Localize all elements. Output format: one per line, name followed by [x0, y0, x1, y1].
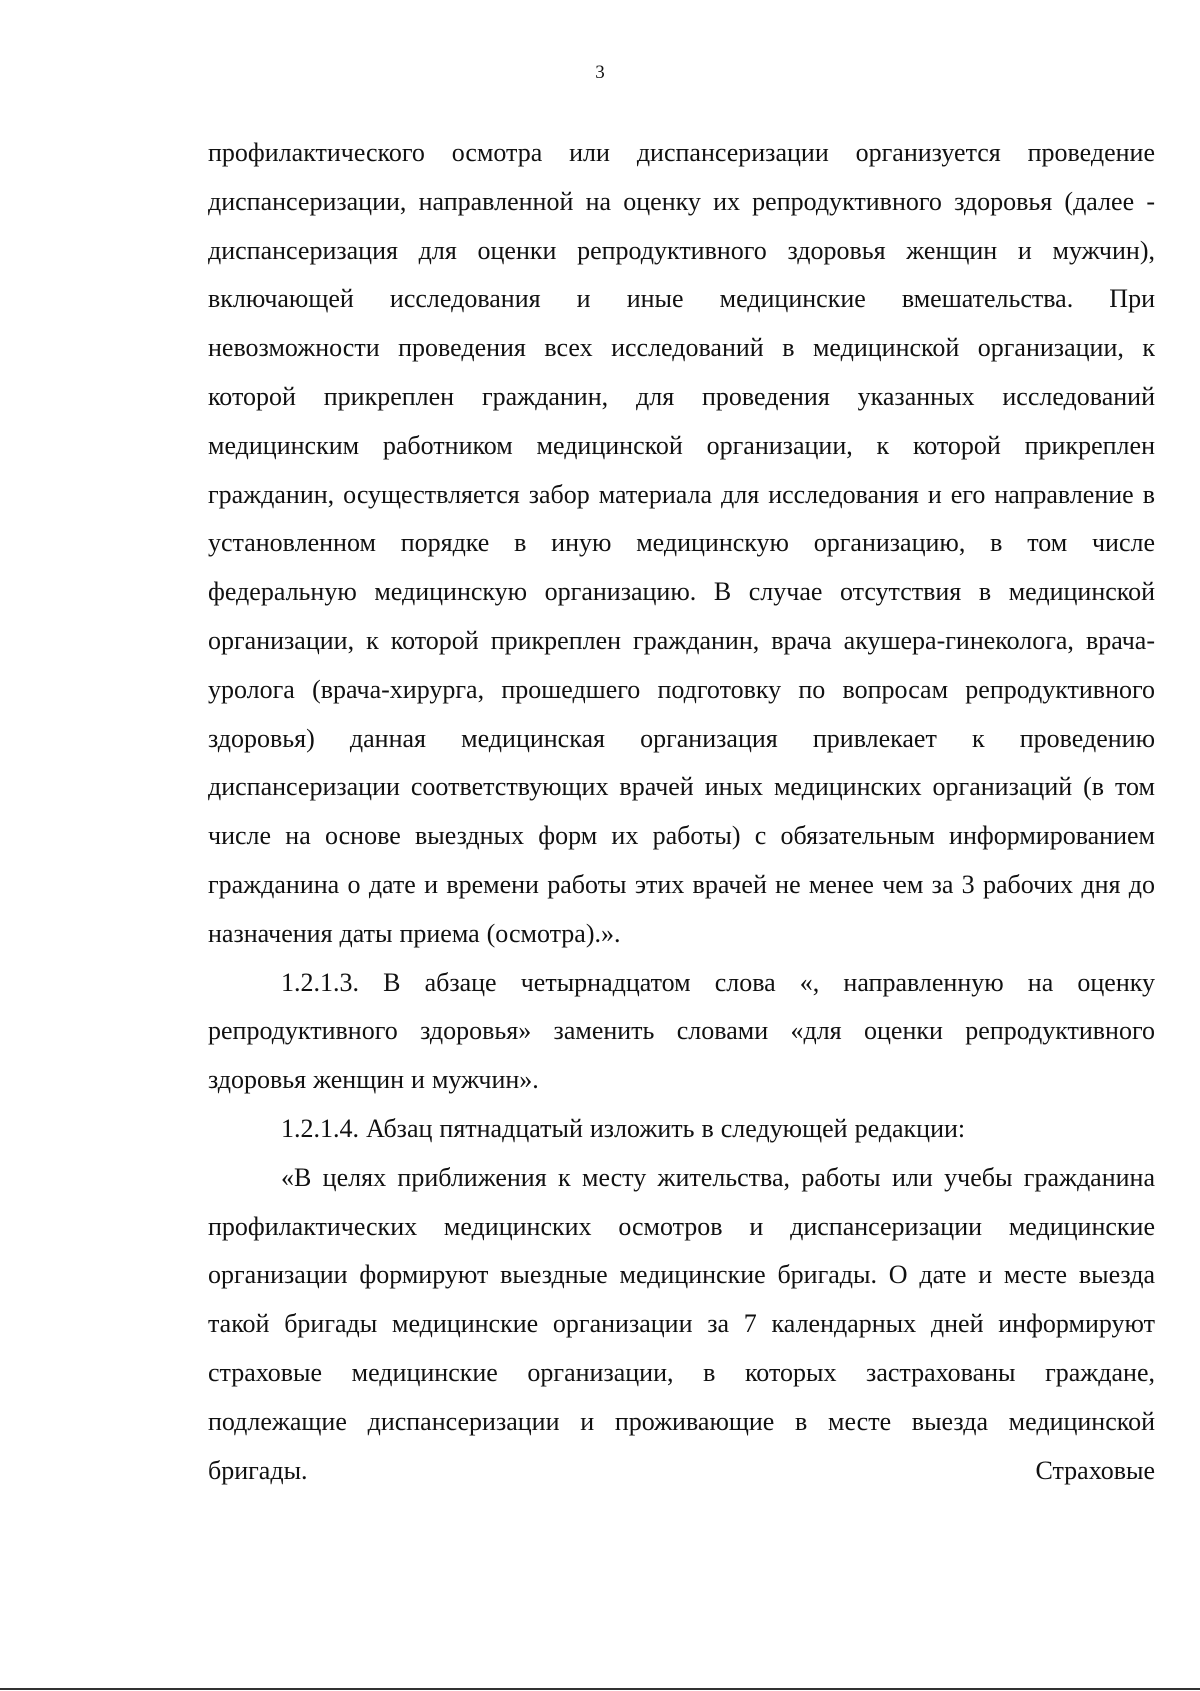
bottom-border-line — [0, 1688, 1200, 1690]
document-body — [208, 129, 1155, 1495]
paragraph-1-2-1-4: 1.2.1.4. Абзац пятнадцатый изложить в следующей редакции: — [281, 1113, 966, 1143]
paragraph-quoted-text: «В целях приближения к месту жительства, работы или учебы гражданина профилактических медицинских осмотров и диспансеризации медицинские организации формируют выездные медицинские бригады. О дате и месте выезда такой бригады медицинские организации за 7 календарных дней информируют страховые медицинские организации, в которых застрахованы граждане, подлежащие диспансеризации и проживающие в месте выезда медицинской бригады. Страховые — [208, 1162, 1155, 1485]
paragraph-continuation: профилактического осмотра или диспансеризации организуется проведение диспансеризации, направленной на оценку их репродуктивного здоровья (далее - диспансеризация для оценки репродуктивного здоровья женщин и мужчин), включающей исследования и иные медицинские вмешательства. При невозможности проведения всех исследований в медицинской организации, к которой прикреплен гражданин, для проведения указанных исследований медицинским работником медицинской организации, к которой прикреплен гражданин, осуществляется забор материала для исследования и его направление в установленном порядке в иную медицинскую организацию, в том числе федеральную медицинскую организацию. В случае отсутствия в медицинской организации, к которой прикреплен гражданин, врача акушера-гинеколога, врача-уролога (врача-хирурга, прошедшего подготовку по вопросам репродуктивного здоровья) данная медицинская организация привлекает к проведению диспансеризации соответствующих врачей иных медицинских организаций (в том числе на основе выездных форм их работы) с обязательным информированием гражданина о дате и времени работы этих врачей не менее чем за 3 рабочих дня до назначения даты приема (осмотра).». — [208, 138, 1155, 948]
page-number: 3 — [595, 62, 605, 83]
paragraph-1-2-1-3: 1.2.1.3. В абзаце четырнадцатом слова «, направленную на оценку репродуктивного здоровья» заменить словами «для оценки репродуктивного здоровья женщин и мужчин». — [208, 967, 1155, 1095]
